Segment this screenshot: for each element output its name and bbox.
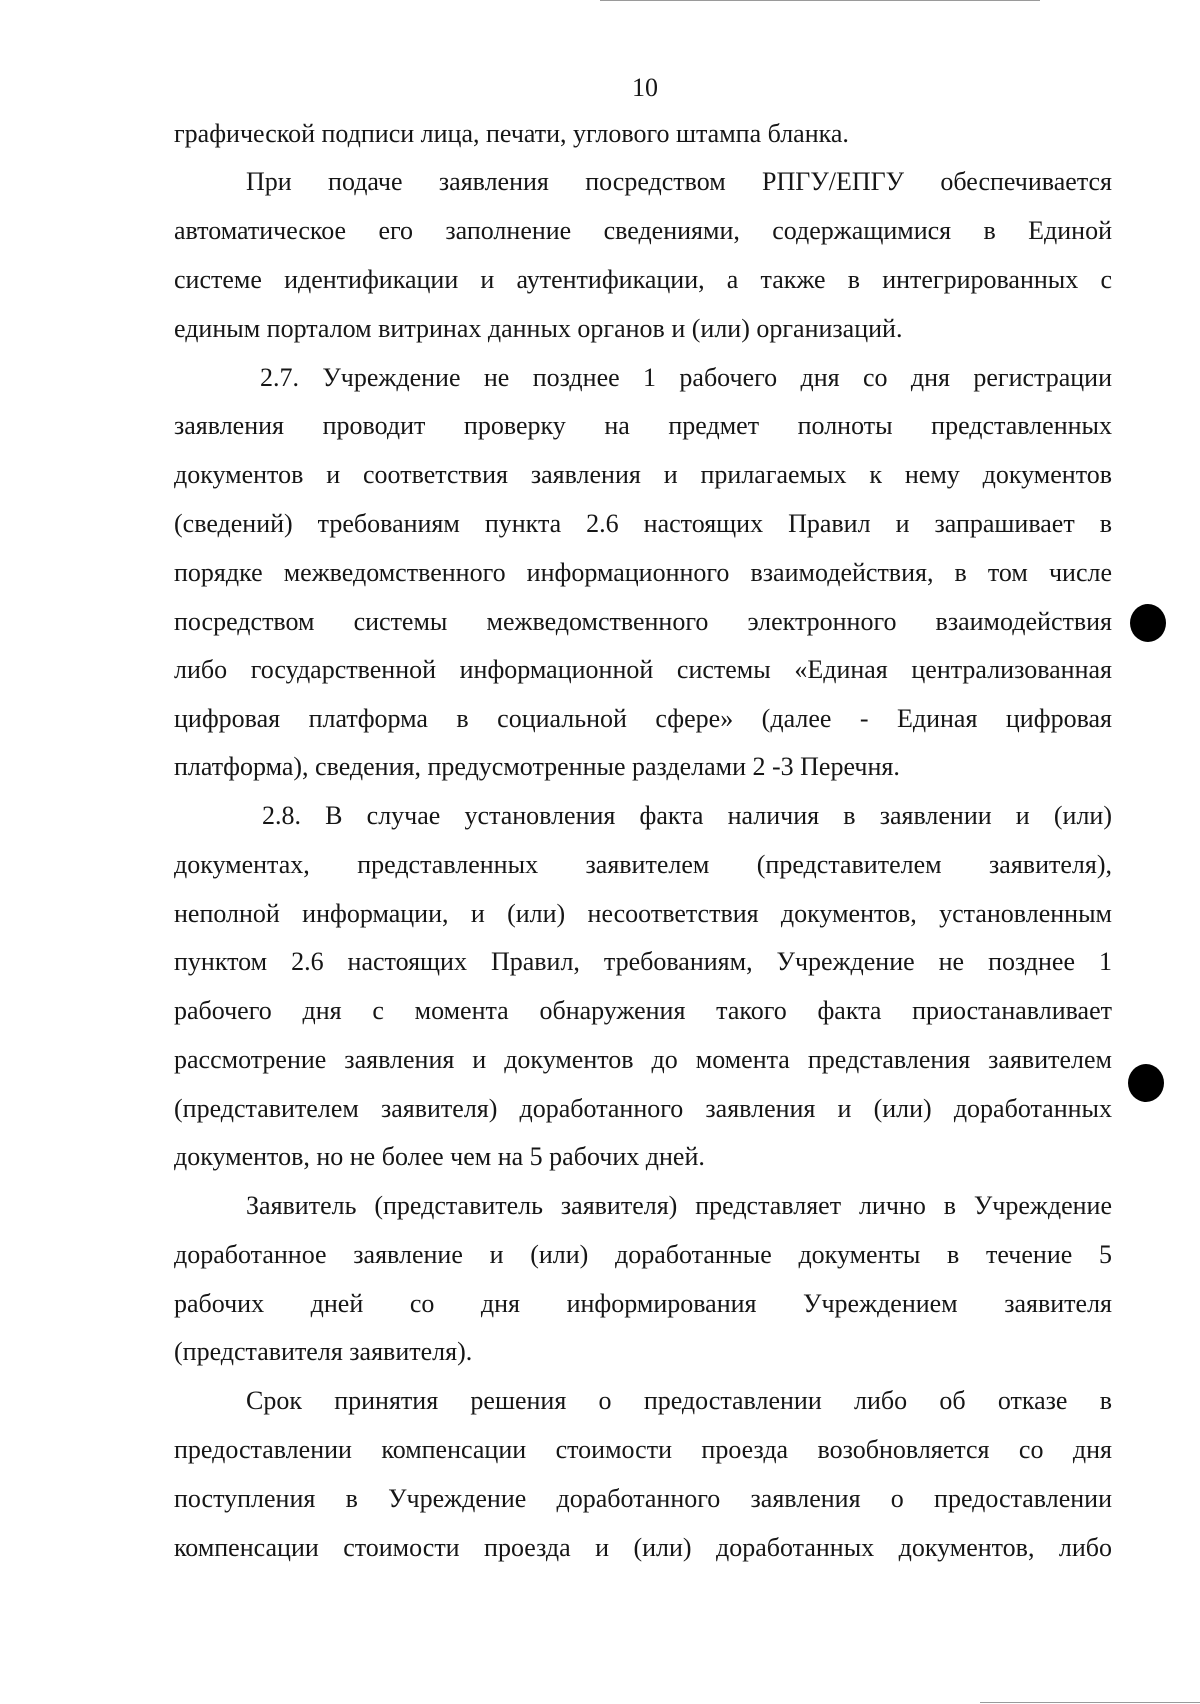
- bottom-edge-line: [980, 1702, 1200, 1703]
- text-line: автоматическое его заполнение сведениями, содержащимися в Единой: [174, 216, 1112, 245]
- text-line: пунктом 2.6 настоящих Правил, требованиям, Учреждение не позднее 1: [174, 947, 1112, 976]
- text-line: либо государственной информационной системы «Единая централизованная: [174, 655, 1112, 684]
- text-line: платформа), сведения, предусмотренные разделами 2 -3 Перечня.: [174, 752, 900, 781]
- text-line: графической подписи лица, печати, углового штампа бланка.: [174, 119, 849, 148]
- top-edge-line: [600, 0, 1040, 1]
- text-line: (представителя заявителя).: [174, 1337, 473, 1366]
- paragraph-first-line: При подаче заявления посредством РПГУ/ЕПГУ обеспечивается: [246, 167, 1112, 196]
- text-line: неполной информации, и (или) несоответствия документов, установленным: [174, 899, 1112, 928]
- text-line: рассмотрение заявления и документов до момента представления заявителем: [174, 1045, 1112, 1074]
- paragraph-first-line: 2.7. Учреждение не позднее 1 рабочего дня со дня регистрации: [260, 363, 1112, 392]
- text-line: рабочих дней со дня информирования Учреждением заявителя: [174, 1289, 1112, 1318]
- punch-hole: [1130, 604, 1166, 642]
- text-line: рабочего дня с момента обнаружения такого факта приостанавливает: [174, 996, 1112, 1025]
- text-line: порядке межведомственного информационного взаимодействия, в том числе: [174, 558, 1112, 587]
- text-line: документах, представленных заявителем (представителем заявителя),: [174, 850, 1112, 879]
- text-line: системе идентификации и аутентификации, а также в интегрированных с: [174, 265, 1112, 294]
- paragraph-first-line: Срок принятия решения о предоставлении либо об отказе в: [246, 1386, 1112, 1415]
- text-line: документов, но не более чем на 5 рабочих дней.: [174, 1142, 705, 1171]
- page-number: 10: [632, 73, 658, 102]
- text-line: цифровая платформа в социальной сфере» (далее - Единая цифровая: [174, 704, 1112, 733]
- text-line: документов и соответствия заявления и прилагаемых к нему документов: [174, 460, 1112, 489]
- paragraph-first-line: 2.8. В случае установления факта наличия в заявлении и (или): [262, 801, 1112, 830]
- text-line: компенсации стоимости проезда и (или) доработанных документов, либо: [174, 1533, 1112, 1562]
- text-line: (представителем заявителя) доработанного заявления и (или) доработанных: [174, 1094, 1112, 1123]
- text-line: единым порталом витринах данных органов и (или) организаций.: [174, 314, 903, 343]
- text-line: (сведений) требованиям пункта 2.6 настоящих Правил и запрашивает в: [174, 509, 1112, 538]
- text-line: поступления в Учреждение доработанного заявления о предоставлении: [174, 1484, 1112, 1513]
- text-line: предоставлении компенсации стоимости проезда возобновляется со дня: [174, 1435, 1112, 1464]
- text-line: посредством системы межведомственного электронного взаимодействия: [174, 607, 1112, 636]
- text-line: заявления проводит проверку на предмет полноты представленных: [174, 411, 1112, 440]
- punch-hole: [1128, 1064, 1164, 1102]
- paragraph-first-line: Заявитель (представитель заявителя) представляет лично в Учреждение: [246, 1191, 1112, 1220]
- text-line: доработанное заявление и (или) доработанные документы в течение 5: [174, 1240, 1112, 1269]
